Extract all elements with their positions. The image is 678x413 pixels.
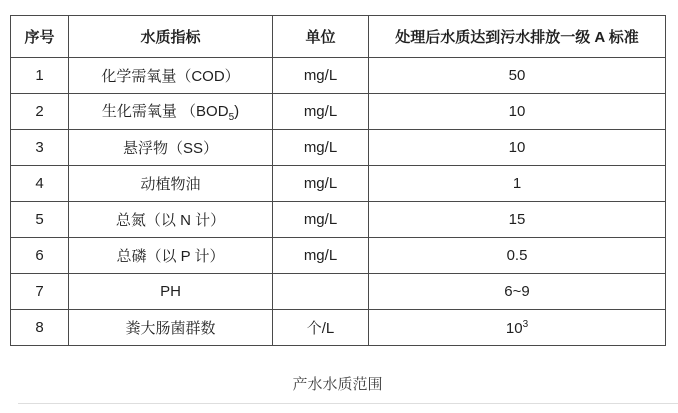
cell-unit: mg/L — [273, 130, 369, 166]
water-quality-table-container — [10, 15, 665, 346]
table-caption: 产水水质范围 — [292, 376, 383, 393]
cell-standard-value: 15 — [369, 202, 666, 238]
cell-standard-value: 6~9 — [369, 274, 666, 310]
table-row — [11, 310, 666, 346]
page-bottom-divider — [18, 403, 678, 404]
cell-serial-number: 1 — [11, 58, 69, 94]
cell-serial-number: 7 — [11, 274, 69, 310]
cell-unit: mg/L — [273, 58, 369, 94]
cell-serial-number: 4 — [11, 166, 69, 202]
cell-indicator: PH — [69, 274, 273, 310]
cell-indicator: 悬浮物（SS） — [69, 130, 273, 166]
table-row — [11, 202, 666, 238]
header-cell-3: 处理后水质达到污水排放一级 A 标准 — [369, 16, 666, 58]
cell-standard-value: 10 — [369, 130, 666, 166]
header-cell-1: 水质指标 — [69, 16, 273, 58]
cell-standard-value: 0.5 — [369, 238, 666, 274]
cell-standard-value: $10^3$ — [369, 310, 666, 346]
cell-indicator: 粪大肠菌群数 — [69, 310, 273, 346]
cell-unit: mg/L — [273, 94, 369, 130]
cell-unit — [273, 274, 369, 310]
cell-unit: mg/L — [273, 238, 369, 274]
table-row — [11, 130, 666, 166]
cell-unit: mg/L — [273, 166, 369, 202]
table-row — [11, 274, 666, 310]
cell-standard-value: 10 — [369, 94, 666, 130]
cell-serial-number: 6 — [11, 238, 69, 274]
cell-standard-value: 50 — [369, 58, 666, 94]
cell-indicator: 生化需氧量 $(BOD_5)$ — [69, 94, 273, 130]
cell-serial-number: 8 — [11, 310, 69, 346]
cell-indicator: 化学需氧量（COD） — [69, 58, 273, 94]
header-cell-0: 序号 — [11, 16, 69, 58]
table-row — [11, 166, 666, 202]
table-row — [11, 58, 666, 94]
water-quality-table — [10, 15, 666, 346]
header-cell-2: 单位 — [273, 16, 369, 58]
cell-serial-number: 5 — [11, 202, 69, 238]
cell-standard-value: 1 — [369, 166, 666, 202]
cell-unit: 个/L — [273, 310, 369, 346]
cell-indicator: 总氮（以 N 计） — [69, 202, 273, 238]
cell-indicator: 总磷（以 P 计） — [69, 238, 273, 274]
cell-indicator: 动植物油 — [69, 166, 273, 202]
table-header-row — [11, 16, 666, 58]
cell-serial-number: 3 — [11, 130, 69, 166]
cell-serial-number: 2 — [11, 94, 69, 130]
table-row — [11, 94, 666, 130]
cell-unit: mg/L — [273, 202, 369, 238]
table-row — [11, 238, 666, 274]
